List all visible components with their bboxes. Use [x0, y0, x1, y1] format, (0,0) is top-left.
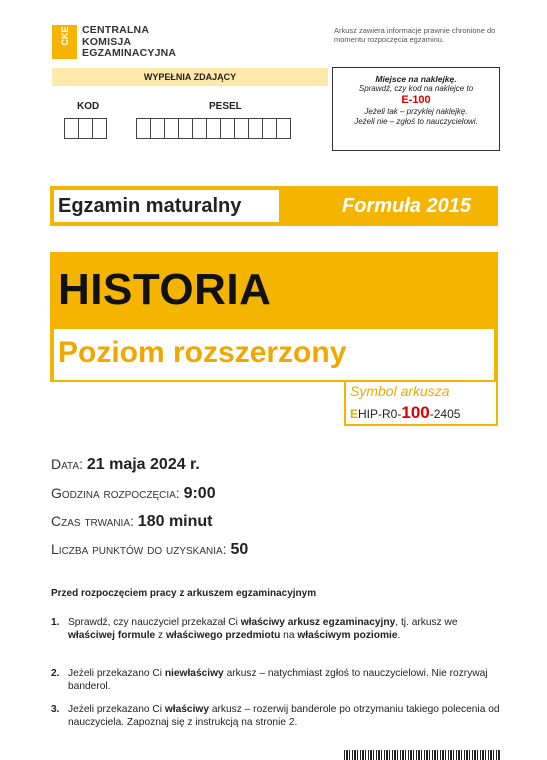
- item-number: 1.: [51, 617, 60, 628]
- kod-box[interactable]: [64, 118, 79, 139]
- sticker-no: Jeżeli nie – zgłoś to nauczycielowi.: [354, 117, 478, 126]
- instruction-item: [51, 617, 501, 642]
- exam-name: Egzamin maturalny: [54, 190, 279, 222]
- pesel-box[interactable]: [262, 118, 277, 139]
- duration-label: Czas trwania:: [51, 513, 134, 529]
- exam-formula: Formuła 2015: [342, 195, 471, 217]
- copyright-notice: Arkusz zawiera informacje prawnie chronione do momentu rozpoczęcia egzaminu.: [334, 26, 496, 44]
- cke-logo: [52, 25, 77, 59]
- pesel-box[interactable]: [220, 118, 235, 139]
- item-number: 3.: [51, 704, 60, 715]
- logo-line-3: EGZAMINACYJNA: [82, 47, 177, 59]
- exam-duration: [51, 511, 212, 532]
- pesel-input[interactable]: [136, 118, 290, 139]
- points-value: 50: [230, 541, 249, 558]
- instructions-heading: Przed rozpoczęciem pracy z arkuszem egzaminacyjnym: [51, 588, 317, 599]
- symbol-prefix: HIP-R0-: [358, 407, 402, 421]
- subject-title: HISTORIA: [58, 265, 272, 314]
- logo-line-1: CENTRALNA: [82, 24, 150, 36]
- pesel-box[interactable]: [136, 118, 151, 139]
- kod-label: KOD: [77, 101, 100, 112]
- logo-line-2: KOMISJA: [82, 35, 132, 48]
- item-text: Jeżeli przekazano Ci niewłaściwy arkusz – natychmiast zgłoś to nauczycielowi. Nie rozrywaj banderol.: [68, 668, 488, 692]
- exam-date: [51, 454, 200, 475]
- pesel-box[interactable]: [248, 118, 263, 139]
- pesel-box[interactable]: [192, 118, 207, 139]
- sticker-code: E-100: [401, 94, 431, 106]
- symbol-number: 100: [401, 403, 430, 422]
- instruction-item: [51, 704, 501, 729]
- sticker-check: Sprawdź, czy kod na naklejce to: [358, 84, 474, 93]
- start-label: Godzina rozpoczęcia:: [51, 485, 180, 501]
- date-label: Data:: [51, 456, 83, 472]
- logo-text: [82, 25, 176, 60]
- symbol-prefix-letter: E: [350, 407, 359, 421]
- pesel-box[interactable]: [276, 118, 291, 139]
- pesel-box[interactable]: [150, 118, 165, 139]
- pesel-box[interactable]: [178, 118, 193, 139]
- instruction-item: [51, 668, 501, 693]
- pesel-box[interactable]: [164, 118, 179, 139]
- exam-points: [51, 539, 248, 560]
- pesel-box[interactable]: [206, 118, 221, 139]
- symbol-label: Symbol arkusza: [350, 383, 450, 399]
- barcode: [344, 750, 500, 760]
- kod-box[interactable]: [92, 118, 107, 139]
- logo-badge: CKE: [60, 26, 70, 46]
- symbol-code: [350, 403, 460, 424]
- sticker-yes: Jeżeli tak – przyklej naklejkę.: [364, 107, 468, 116]
- item-number: 2.: [51, 668, 60, 679]
- subject-level: Poziom rozszerzony: [58, 336, 347, 369]
- pesel-box[interactable]: [234, 118, 249, 139]
- sticker-title: Miejsce na naklejkę.: [375, 74, 457, 84]
- date-value: 21 maja 2024 r.: [86, 456, 200, 473]
- form-header: WYPEŁNIA ZDAJĄCY: [52, 68, 328, 86]
- item-text: Sprawdź, czy nauczyciel przekazał Ci właściwy arkusz egzaminacyjny, tj. arkusz we właściwej formule z właściwego przedmiotu na właściwym poziomie.: [68, 617, 458, 641]
- start-value: 9:00: [183, 485, 216, 502]
- symbol-suffix: -2405: [429, 407, 461, 421]
- pesel-label: PESEL: [209, 101, 242, 112]
- exam-start: [51, 483, 216, 504]
- kod-box[interactable]: [78, 118, 93, 139]
- kod-input[interactable]: [64, 118, 106, 139]
- sticker-area: [332, 67, 500, 151]
- item-text: Jeżeli przekazano Ci właściwy arkusz – rozerwij banderole po otrzymaniu takiego polecenia od nauczyciela. Zapoznaj się z instrukcją na stronie 2.: [68, 704, 500, 728]
- duration-value: 180 minut: [137, 513, 213, 530]
- points-label: Liczba punktów do uzyskania:: [51, 541, 227, 557]
